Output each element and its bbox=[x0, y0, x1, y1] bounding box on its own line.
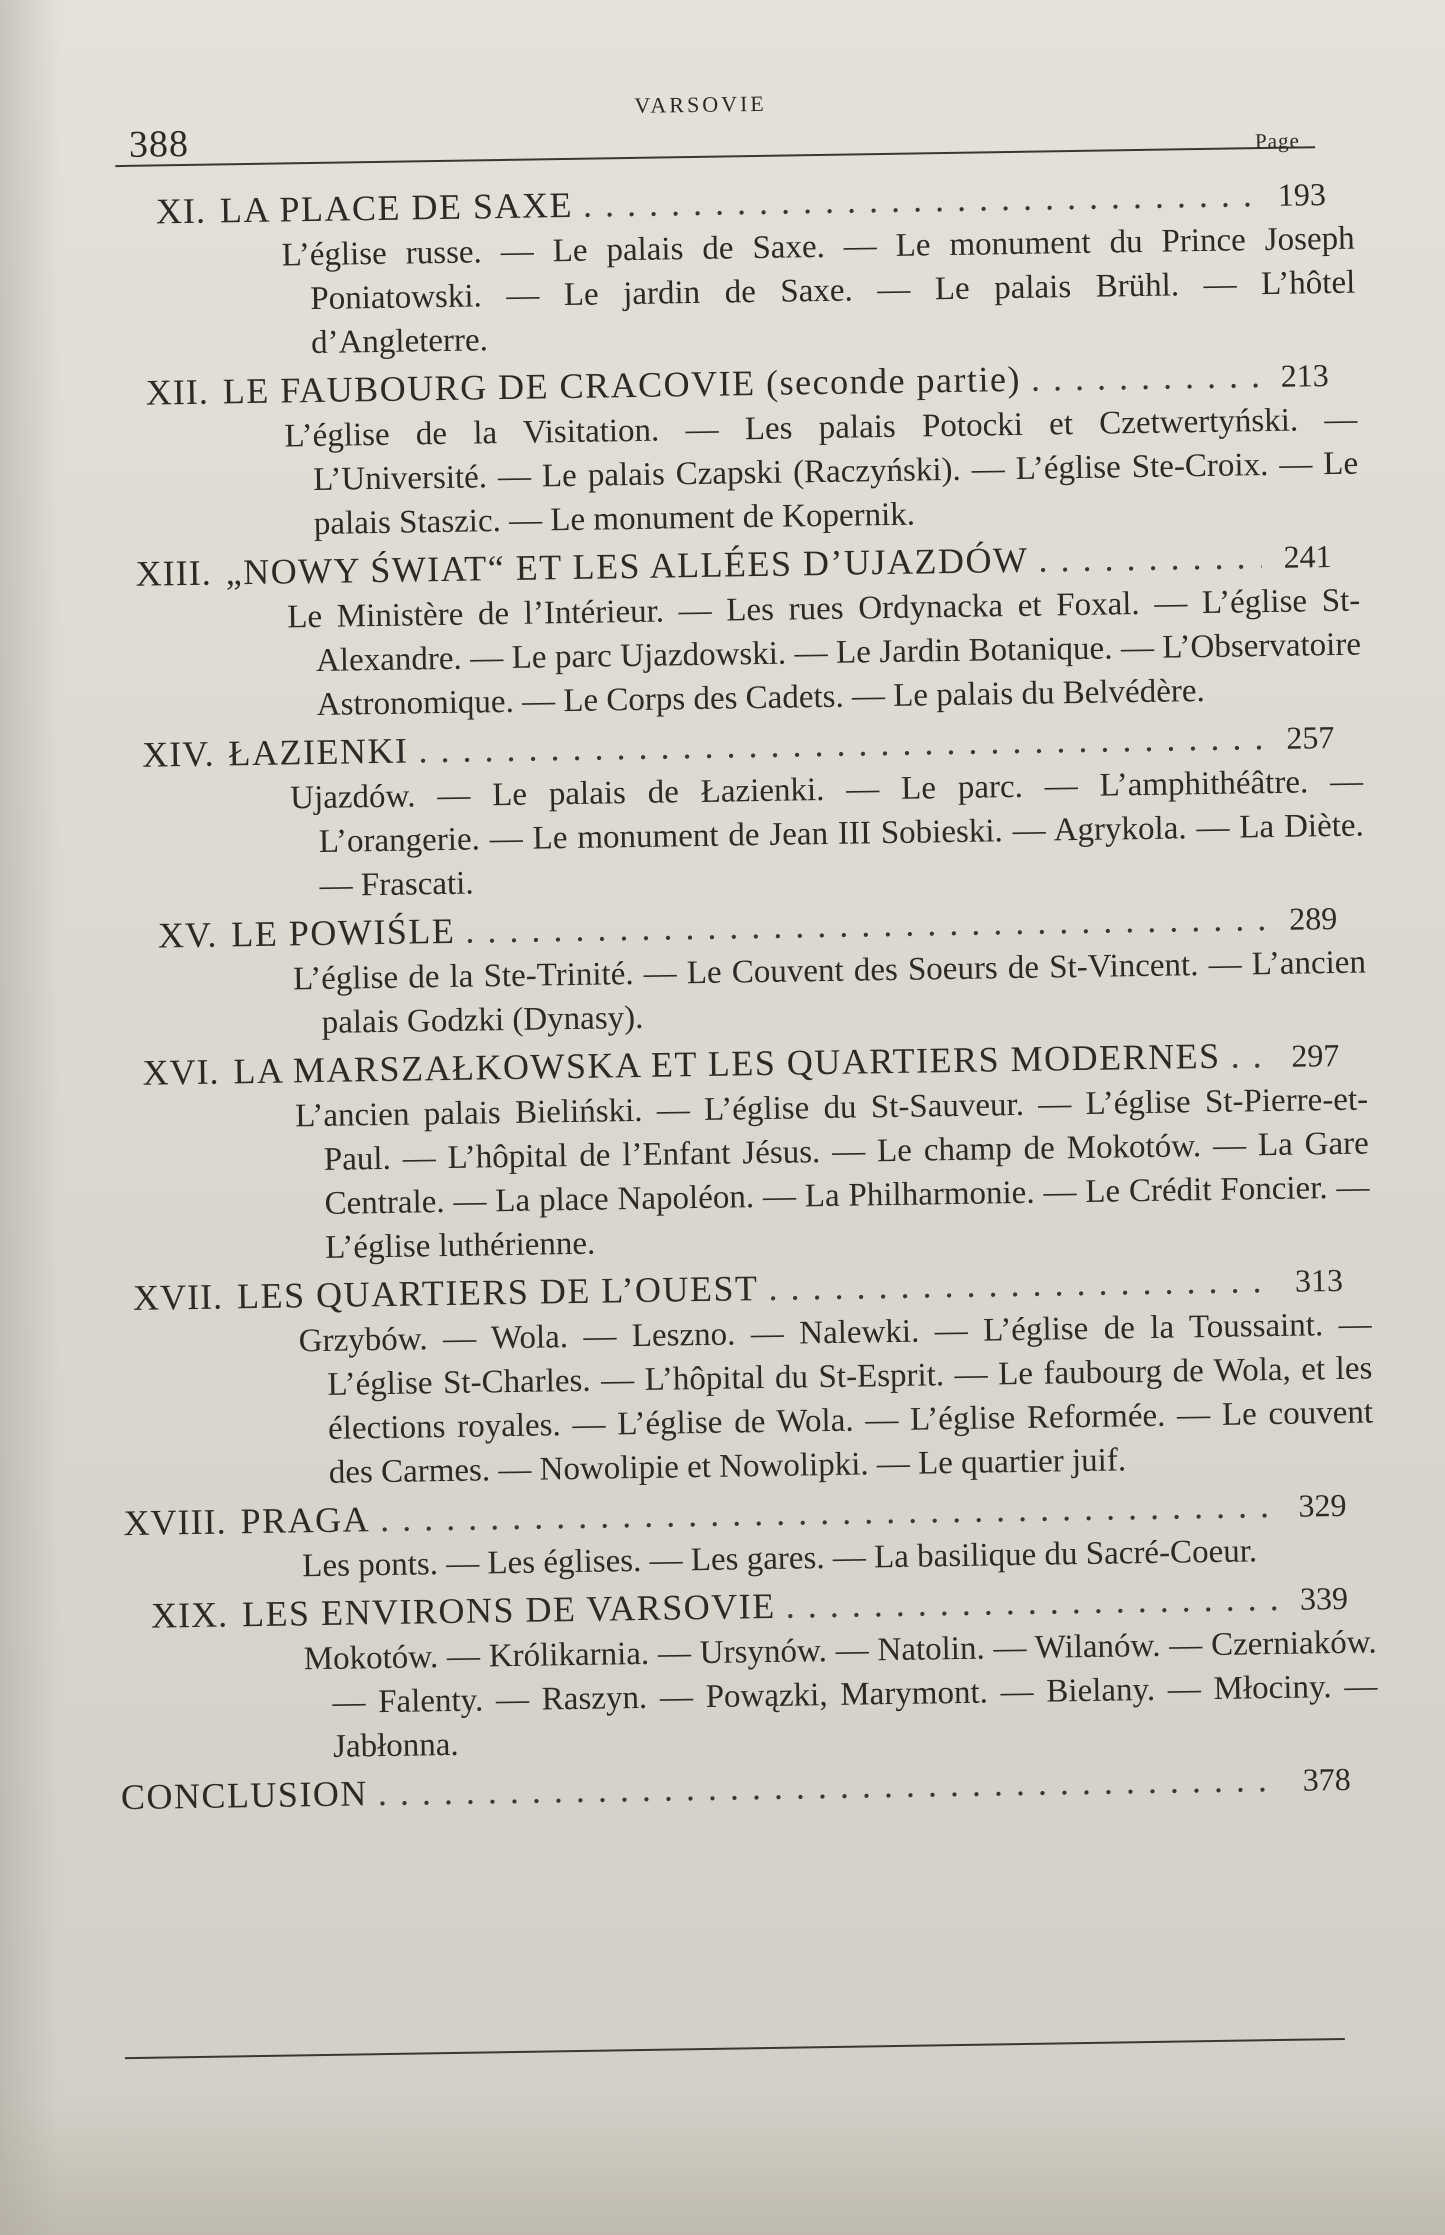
toc-entry-xiv bbox=[104, 713, 1365, 911]
toc-entry-xviii bbox=[116, 1481, 1347, 1591]
chapter-page: 378 bbox=[1302, 1760, 1352, 1798]
chapter-title: CONCLUSION bbox=[120, 1773, 369, 1818]
dot-leader bbox=[785, 1575, 1278, 1629]
chapter-description: Mokotów. — Królikarnia. — Ursynów. — Natolin. — Wilanów. — Czerniaków. — Falenty. — Raszyn. — Powązki, Marymont. — Bielany. — Młociny. — Jabłonna. bbox=[303, 1624, 1378, 1765]
page-number: 388 bbox=[128, 122, 190, 166]
running-head bbox=[114, 82, 1315, 171]
chapter-title: LES ENVIRONS DE VARSOVIE bbox=[241, 1585, 776, 1635]
chapter-numeral: XI. bbox=[155, 190, 207, 232]
toc-entry-xii bbox=[98, 351, 1359, 549]
toc-entry-xv bbox=[107, 894, 1367, 1048]
chapter-numeral: XVI. bbox=[142, 1051, 220, 1093]
chapter-description: Grzybów. — Wola. — Leszno. — Nalewki. — L’église de la Toussaint. — L’église St-Charles. — L’hôpital du St-Esprit. — Le faubourg de Wola, et les élections royales. — L’église de Wola. — L’église Reformée. — Le couvent des Carmes. — Nowolipie et Nowolipki. — Le quartier juif. bbox=[298, 1306, 1374, 1491]
dot-leader bbox=[1038, 533, 1262, 582]
chapter-title: LE POWIŚLE bbox=[231, 910, 456, 955]
chapter-description: Les ponts. — Les églises. — Les gares. — La basilique du Sacré-Coeur. bbox=[301, 1533, 1258, 1585]
chapter-title: LA PLACE DE SAXE bbox=[219, 184, 574, 231]
chapter-title: LES QUARTIERS DE L’OUEST bbox=[236, 1268, 759, 1317]
chapter-page: 213 bbox=[1280, 357, 1329, 394]
chapter-page: 313 bbox=[1294, 1261, 1344, 1299]
page-bottom-shadow bbox=[0, 2100, 1445, 2235]
page-column-label: Page bbox=[1254, 128, 1301, 154]
chapter-title: PRAGA bbox=[240, 1499, 371, 1542]
chapter-title: LE FAUBOURG DE CRACOVIE (seconde partie) bbox=[222, 358, 1022, 412]
toc-entry-xvii bbox=[113, 1256, 1374, 1498]
table-of-contents bbox=[96, 170, 1378, 1823]
chapter-description: L’ancien palais Bieliński. — L’église du St-Sauveur. — L’église St-Pierre-et-Paul. — L’hôpital de l’Enfant Jésus. — Le champ de Mokotów. — La Gare Centrale. — La place Napoléon. — La Philharmonie. — Le Crédit Foncier. — L’église luthérienne. bbox=[294, 1081, 1370, 1266]
chapter-page: 329 bbox=[1298, 1486, 1347, 1524]
dot-leader bbox=[1031, 352, 1259, 402]
chapter-page: 297 bbox=[1291, 1036, 1340, 1074]
dot-leader bbox=[1230, 1032, 1269, 1079]
toc-entry-xvi bbox=[109, 1031, 1370, 1273]
footer-rule bbox=[125, 2038, 1345, 2059]
chapter-numeral: XIII. bbox=[135, 552, 212, 594]
chapter-page: 241 bbox=[1283, 538, 1332, 575]
chapter-title: LA MARSZAŁKOWSKA ET LES QUARTIERS MODERNES bbox=[233, 1035, 1221, 1092]
chapter-page: 339 bbox=[1299, 1579, 1349, 1617]
chapter-page: 257 bbox=[1286, 718, 1335, 756]
chapter-numeral: XVIII. bbox=[123, 1501, 227, 1544]
chapter-numeral: XII. bbox=[145, 371, 210, 413]
chapter-page: 289 bbox=[1288, 899, 1338, 937]
chapter-description: Ujazdów. — Le palais de Łazienki. — Le parc. — L’amphithéâtre. — L’orangerie. — Le monument de Jean III Sobieski. — Agrykola. — La Diète. — Frascati. bbox=[289, 763, 1365, 904]
chapter-title: ŁAZIENKI bbox=[228, 730, 409, 774]
chapter-description: L’église de la Visitation. — Les palais Potocki et Czetwertyński. — L’Université. — Le palais Czapski (Raczyński). — L’église Ste-Croix. — Le palais Staszic. — Le monument de Kopernik. bbox=[284, 401, 1359, 542]
header-rule bbox=[115, 146, 1315, 167]
chapter-description: L’église russe. — Le palais de Saxe. — Le monument du Prince Joseph Poniatowski. — Le jardin de Saxe. — Le palais Brühl. — L’hôtel d’Angleterre. bbox=[281, 220, 1356, 362]
chapter-numeral: XV. bbox=[157, 914, 218, 956]
toc-entry-xi bbox=[96, 170, 1356, 368]
chapter-numeral: XVII. bbox=[132, 1276, 224, 1318]
chapter-description: L’église de la Ste-Trinité. — Le Couvent des Soeurs de St-Vincent. — L’ancien palais Godzki (Dynasy). bbox=[292, 944, 1367, 1041]
dot-leader bbox=[768, 1257, 1273, 1311]
toc-entry-xix bbox=[118, 1574, 1378, 1772]
chapter-description: Le Ministère de l’Intérieur. — Les rues Ordynacka et Foxal. — L’église St-Alexandre. — Le parc Ujazdowski. — Le Jardin Botanique. — L’Observatoire Astronomique. — Le Corps des Cadets. — Le palais du Belvédère. bbox=[287, 582, 1362, 723]
toc-entry-xiii bbox=[101, 532, 1362, 730]
running-title: VARSOVIE bbox=[634, 90, 767, 118]
chapter-page: 193 bbox=[1277, 176, 1327, 213]
chapter-numeral: XIV. bbox=[141, 733, 215, 775]
chapter-numeral: XIX. bbox=[150, 1594, 229, 1636]
chapter-title: „NOWY ŚWIAT“ ET LES ALLÉES D’UJAZDÓW bbox=[225, 539, 1029, 593]
